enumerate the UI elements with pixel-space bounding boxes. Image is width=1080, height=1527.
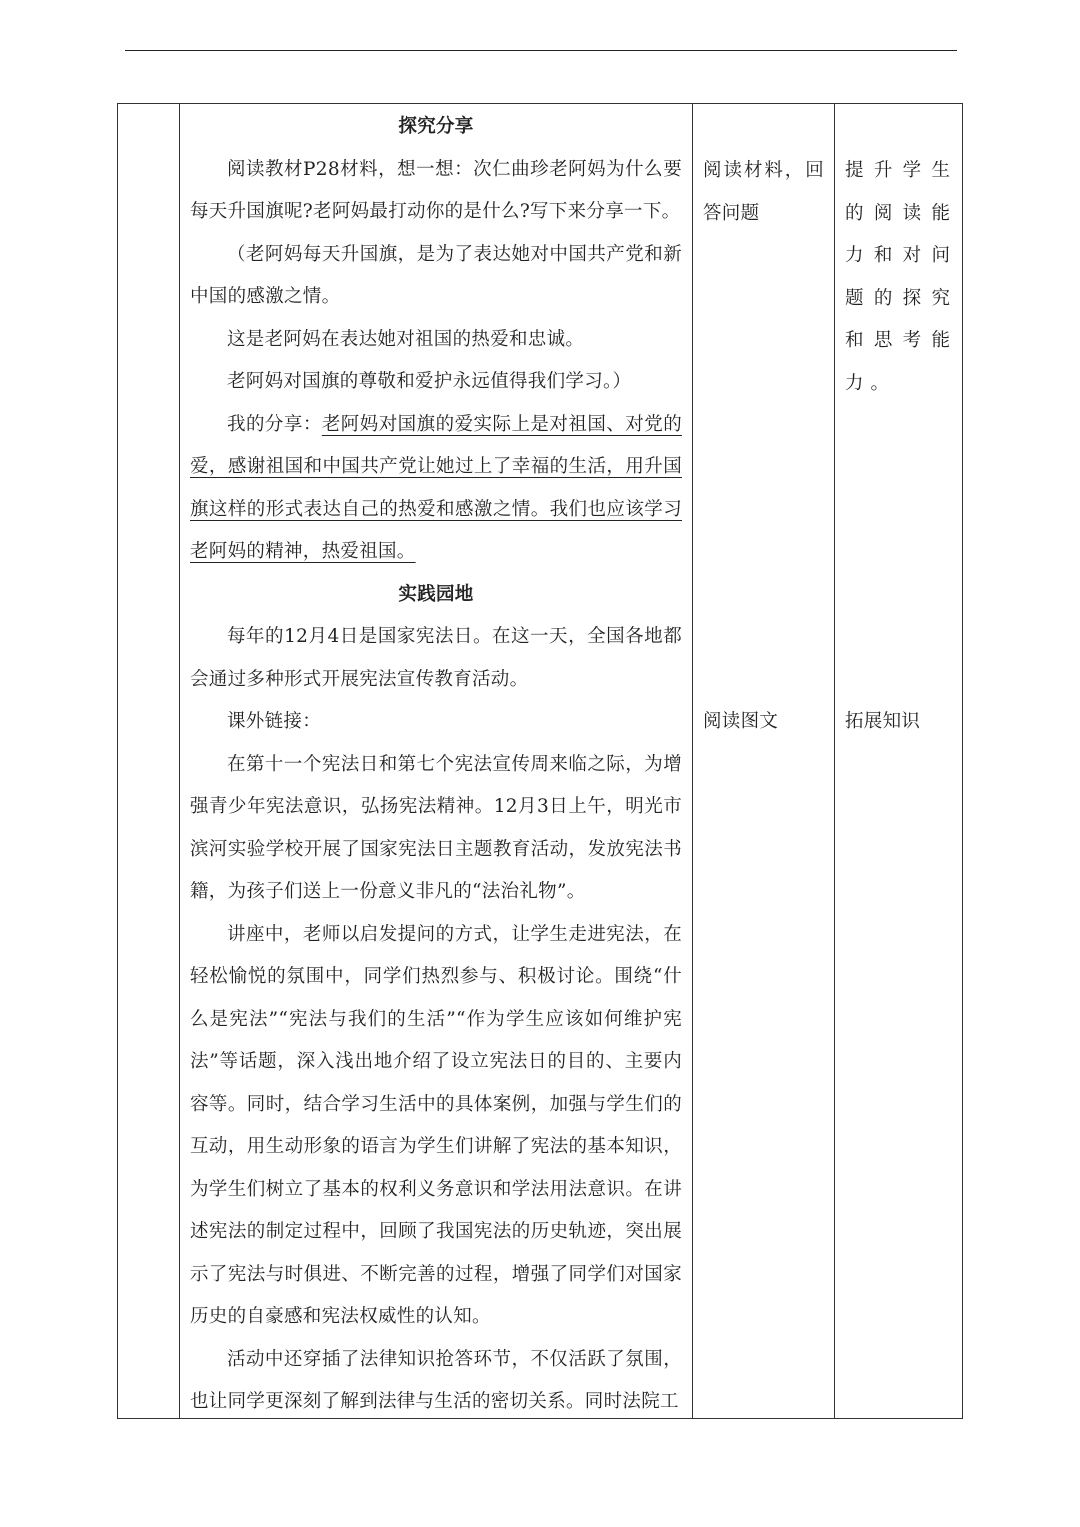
goal-column-cell [835,104,963,1418]
explore-answer-1: （老阿妈每天升国旗，是为了表达她对中国共产党和新中国的感激之情。 [190,243,682,307]
news-paragraph-2: 讲座中，老师以启发提问的方式，让学生走进宪法，在轻松愉悦的氛围中，同学们热烈参与、积极讨论。围绕“什么是宪法”“宪法与我们的生活”“作为学生应该如何维护宪法”等话题，深入浅出地介绍了设立宪法日的目的、主要内容等。同时，结合学习生活中的具体案例，加强与学生们的互动，用生动形象的语言为学生们讲解了宪法的基本知识，为学生们树立了基本的权利义务意识和学法用法意识。在讲述宪法的制定过程中，回顾了我国宪法的历史轨迹，突出展示了宪法与时俱进、不断完善的过程，增强了同学们对国家历史的自豪感和宪法权威性的认知。 [190,923,682,1327]
explore-answer-3: 老阿妈对国旗的尊敬和爱护永远值得我们学习。） [227,371,632,392]
goal-expand-knowledge: 拓展知识 [845,711,921,732]
content-column-cell [180,104,692,1418]
activity-column-cell [693,104,834,1418]
step-column-cell [118,104,179,1418]
my-share-paragraph [190,404,682,574]
extra-link-label: 课外链接： [227,711,322,732]
activity-read-image-text: 阅读图文 [703,711,779,732]
practice-intro: 每年的12月4日是国家宪法日。在这一天，全国各地都会通过多种形式开展宪法宣传教育活动。 [190,626,682,690]
explore-question: 阅读教材P28材料，想一想：次仁曲珍老阿妈为什么要每天升国旗呢?老阿妈最打动你的是什么?写下来分享一下。 [190,158,682,222]
share-text: 老阿妈对国旗的爱实际上是对祖国、对党的爱，感谢祖国和中国共产党让她过上了幸福的生活，用升国旗这样的形式表达自己的热爱和感激之情。我们也应该学习老阿妈的精神，热爱祖国。 [190,413,682,562]
header-rule [125,50,957,51]
section-title-practice: 实践园地 [398,583,474,605]
goal-improve-reading: 提升学生的阅读能力和对问题的探究和思考能力。 [845,160,957,394]
section-title-explore: 探究分享 [398,116,474,137]
news-paragraph-3: 活动中还穿插了法律知识抢答环节，不仅活跃了氛围，也让同学更深刻了解到法律与生活的密切关系。同时法院工 [190,1348,682,1412]
explore-answer-2: 这是老阿妈在表达她对祖国的热爱和忠诚。 [227,328,585,350]
lesson-table [117,103,963,1419]
news-paragraph-1: 在第十一个宪法日和第七个宪法宣传周来临之际，为增强青少年宪法意识，弘扬宪法精神。12月3日上午，明光市滨河实验学校开展了国家宪法日主题教育活动，发放宪法书籍，为孩子们送上一份意义非凡的“法治礼物”。 [190,753,682,902]
share-label: 我的分享： [227,413,322,435]
activity-read-material: 阅读材料，回答问题 [703,160,824,224]
